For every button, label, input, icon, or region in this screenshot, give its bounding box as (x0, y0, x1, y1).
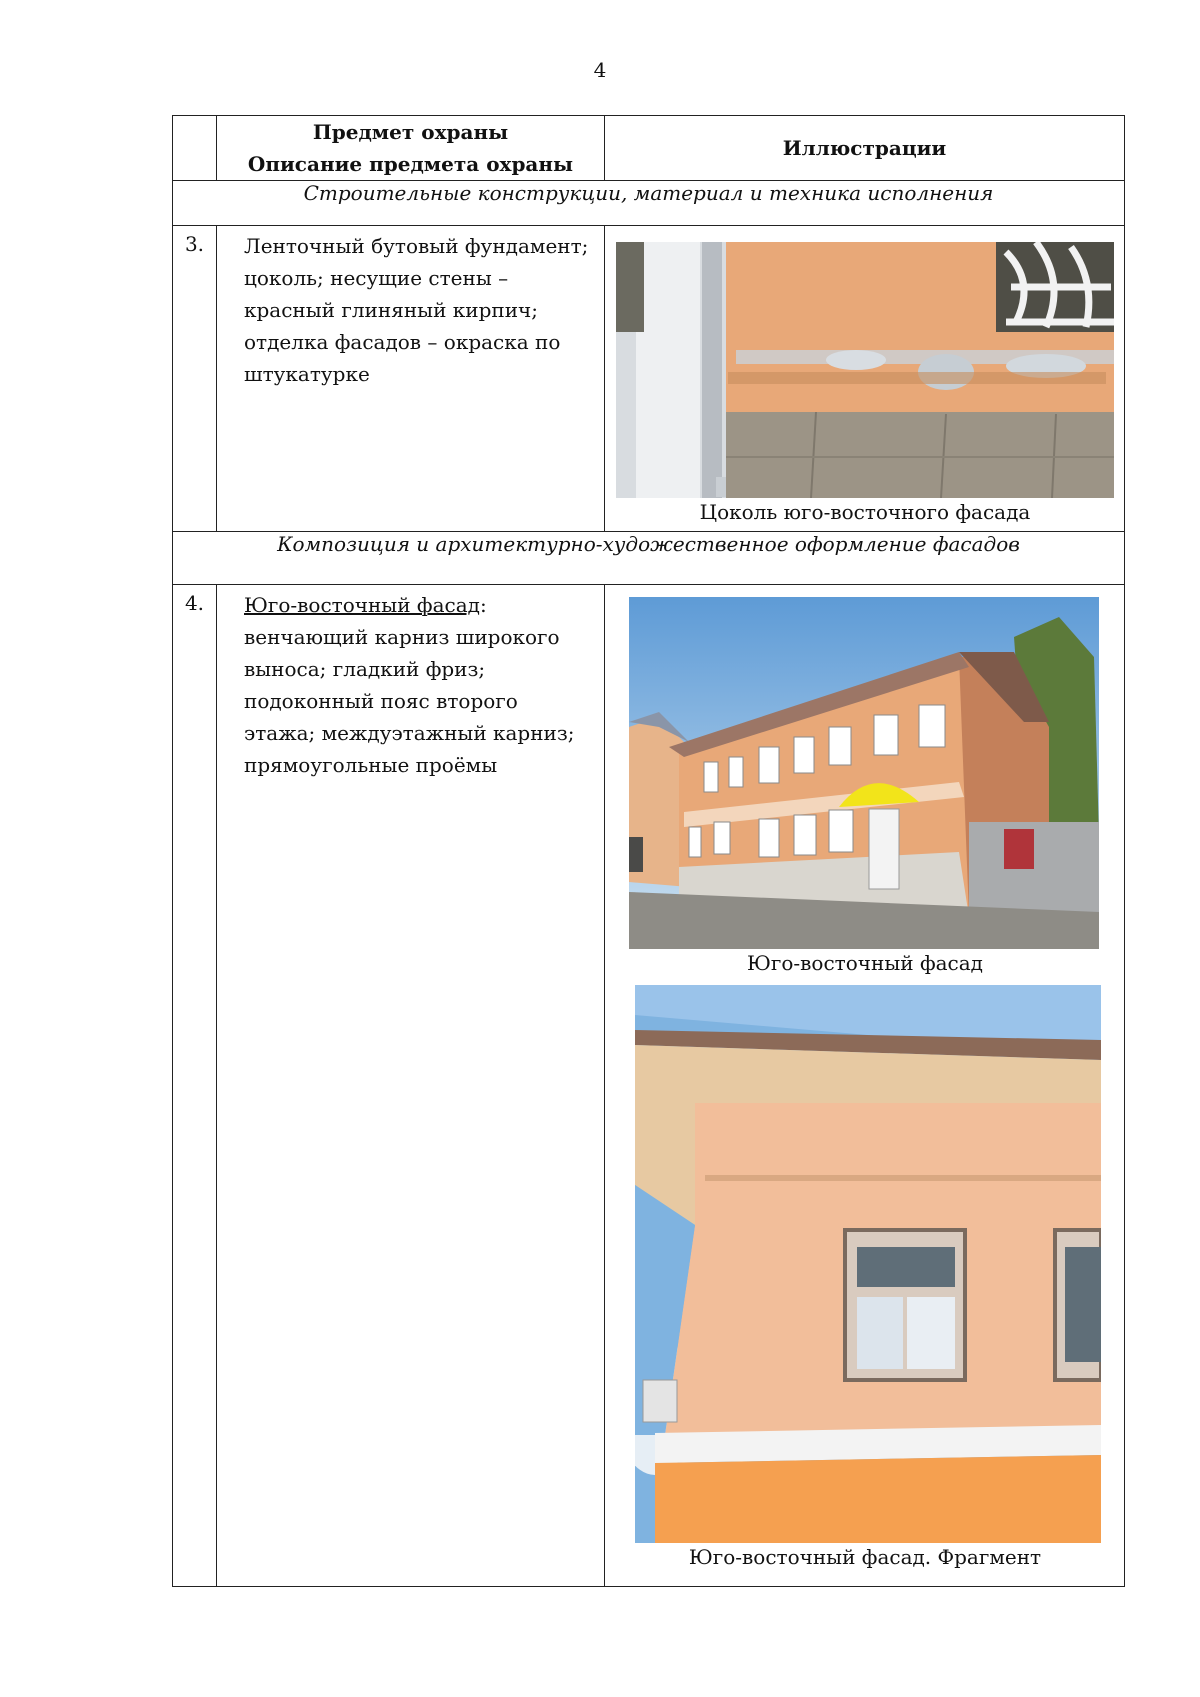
section-title: Строительные конструкции, материал и техника исполнения (173, 181, 1125, 226)
table-row (173, 226, 1125, 532)
protection-table (172, 115, 1125, 1587)
header-num-cell (173, 116, 217, 181)
section-row (173, 181, 1125, 226)
table-header-row (173, 116, 1125, 181)
section-row (173, 532, 1125, 585)
photo-caption: Цоколь юго-восточного фасада (699, 500, 1031, 524)
section-title: Композиция и архитектурно-художественное оформление фасадов (173, 532, 1125, 585)
photo-caption: Юго-восточный фасад. Фрагмент (688, 1545, 1042, 1569)
row-number: 3. (173, 226, 217, 532)
facade-photo (629, 597, 1099, 949)
illustration-cell (605, 226, 1125, 532)
photo-caption: Юго-восточный фасад (747, 951, 983, 975)
header-desc-line2: Описание предмета охраны (247, 152, 574, 176)
row-description: Ленточный бутовый фундамент; цоколь; несущие стены – красный глиняный кирпич; отделка фасадов – окраска по штукатурке (217, 226, 605, 532)
header-ill-cell: Иллюстрации (605, 116, 1125, 181)
illustration-cell (605, 585, 1125, 1587)
header-desc-cell (217, 116, 605, 181)
facade-elements: : венчающий карниз широкого выноса; гладкий фриз; подоконный пояс второго этажа; междуэтажный карниз; прямоугольные проёмы (244, 593, 575, 777)
page-number: 4 (593, 58, 607, 82)
row-description (217, 585, 605, 1587)
row-number: 4. (173, 585, 217, 1587)
facade-name: Юго-восточный фасад (244, 593, 480, 617)
facade-fragment-photo (635, 985, 1101, 1543)
header-desc-line1: Предмет охраны (312, 120, 509, 144)
plinth-photo (616, 242, 1114, 498)
table-row (173, 585, 1125, 1587)
